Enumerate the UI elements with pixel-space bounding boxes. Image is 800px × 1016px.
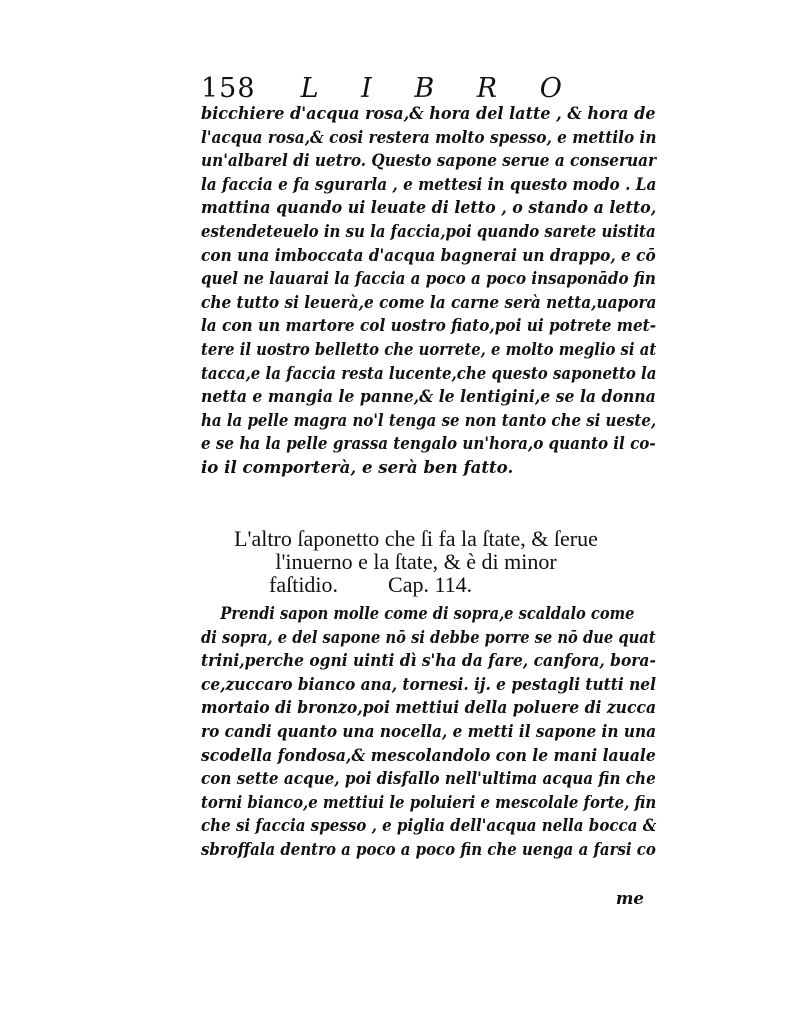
- text-line: io il comporterà, e serà ben fatto.: [201, 456, 514, 477]
- text-line: e se ha la pelle grassa tengalo un'hora,o quanto il co-: [201, 433, 656, 454]
- catchword: me: [615, 888, 644, 908]
- text-line: la con un martore col uostro fiato,poi ui potrete met-: [201, 315, 657, 336]
- recipe-text-continued: [201, 102, 656, 480]
- text-line: la faccia e fa sgurarla , e mettesi in questo modo . La: [201, 173, 657, 194]
- text-line: estendeteuelo in su la faccia,poi quando sarete uistita: [201, 220, 656, 241]
- text-line: con una imboccata d'acqua bagnerai un drappo, e cō: [201, 244, 656, 265]
- text-line: scodella fondosa,& mescolandolo con le mani lauale: [201, 744, 656, 765]
- text-line: un'albarel di uetro. Questo sapone serue a conseruar: [201, 150, 657, 171]
- text-line: l'acqua rosa,& cosi restera molto spesso, e mettilo in: [201, 126, 657, 147]
- running-title: L I B R O: [300, 73, 568, 104]
- chapter-heading-line: L'altro ſaponetto che ſi fa la ſtate, & ſerue: [234, 526, 598, 551]
- chapter-number: Cap. 114.: [388, 572, 473, 597]
- text-line: mortaio di bronzo,poi mettiui della poluere di zucca: [201, 697, 657, 718]
- chapter-heading-end: faſtidio.: [269, 572, 339, 597]
- text-line: tere il uostro belletto che uorrete, e molto meglio si at: [201, 338, 657, 359]
- chapter-heading-line: l'inuerno e la ſtate, & è di minor: [275, 549, 557, 574]
- text-line: che si faccia spesso , e piglia dell'acqua nella bocca &: [201, 815, 657, 836]
- text-line: tacca,e la faccia resta lucente,che questo saponetto la: [201, 362, 657, 383]
- text-line: torni bianco,e mettiui le poluieri e mescolale forte, fin: [201, 791, 657, 812]
- chapter-heading-line: [201, 573, 631, 596]
- text-line: bicchiere d'acqua rosa,& hora del latte , & hora de: [201, 103, 656, 123]
- chapter-heading: [201, 527, 631, 596]
- page-number: 158: [201, 73, 256, 104]
- text-line: trini,perche ogni uinti dì s'ha da fare, canfora, bora-: [201, 650, 656, 671]
- text-line: con sette acque, poi disfallo nell'ultima acqua fin che: [201, 768, 656, 789]
- text-line: ce,zuccaro bianco ana, tornesi. ij. e pestagli tutti nel: [201, 673, 656, 694]
- text-line: di sopra, e del sapone nō si debbe porre se nō due quat: [201, 626, 656, 647]
- text-line: Prendi sapon molle come di sopra,e scaldalo come: [220, 603, 635, 623]
- text-line: che tutto si leuerà,e come la carne serà netta,uapora: [201, 291, 657, 312]
- text-line: ro candi quanto una nocella, e metti il sapone in una: [201, 720, 657, 741]
- text-line: quel ne lauarai la faccia a poco a poco insaponādo fin: [201, 268, 656, 289]
- text-line: sbroffala dentro a poco a poco fin che uenga a farsi co: [201, 838, 656, 859]
- text-line: ha la pelle magra no'l tenga se non tanto che si ueste,: [201, 409, 657, 430]
- text-line: mattina quando ui leuate di letto , o stando a letto,: [201, 197, 657, 218]
- text-line: netta e mangia le panne,& le lentigini,e se la donna: [201, 386, 656, 407]
- page-header: [201, 72, 568, 106]
- chapter-text: [201, 602, 656, 862]
